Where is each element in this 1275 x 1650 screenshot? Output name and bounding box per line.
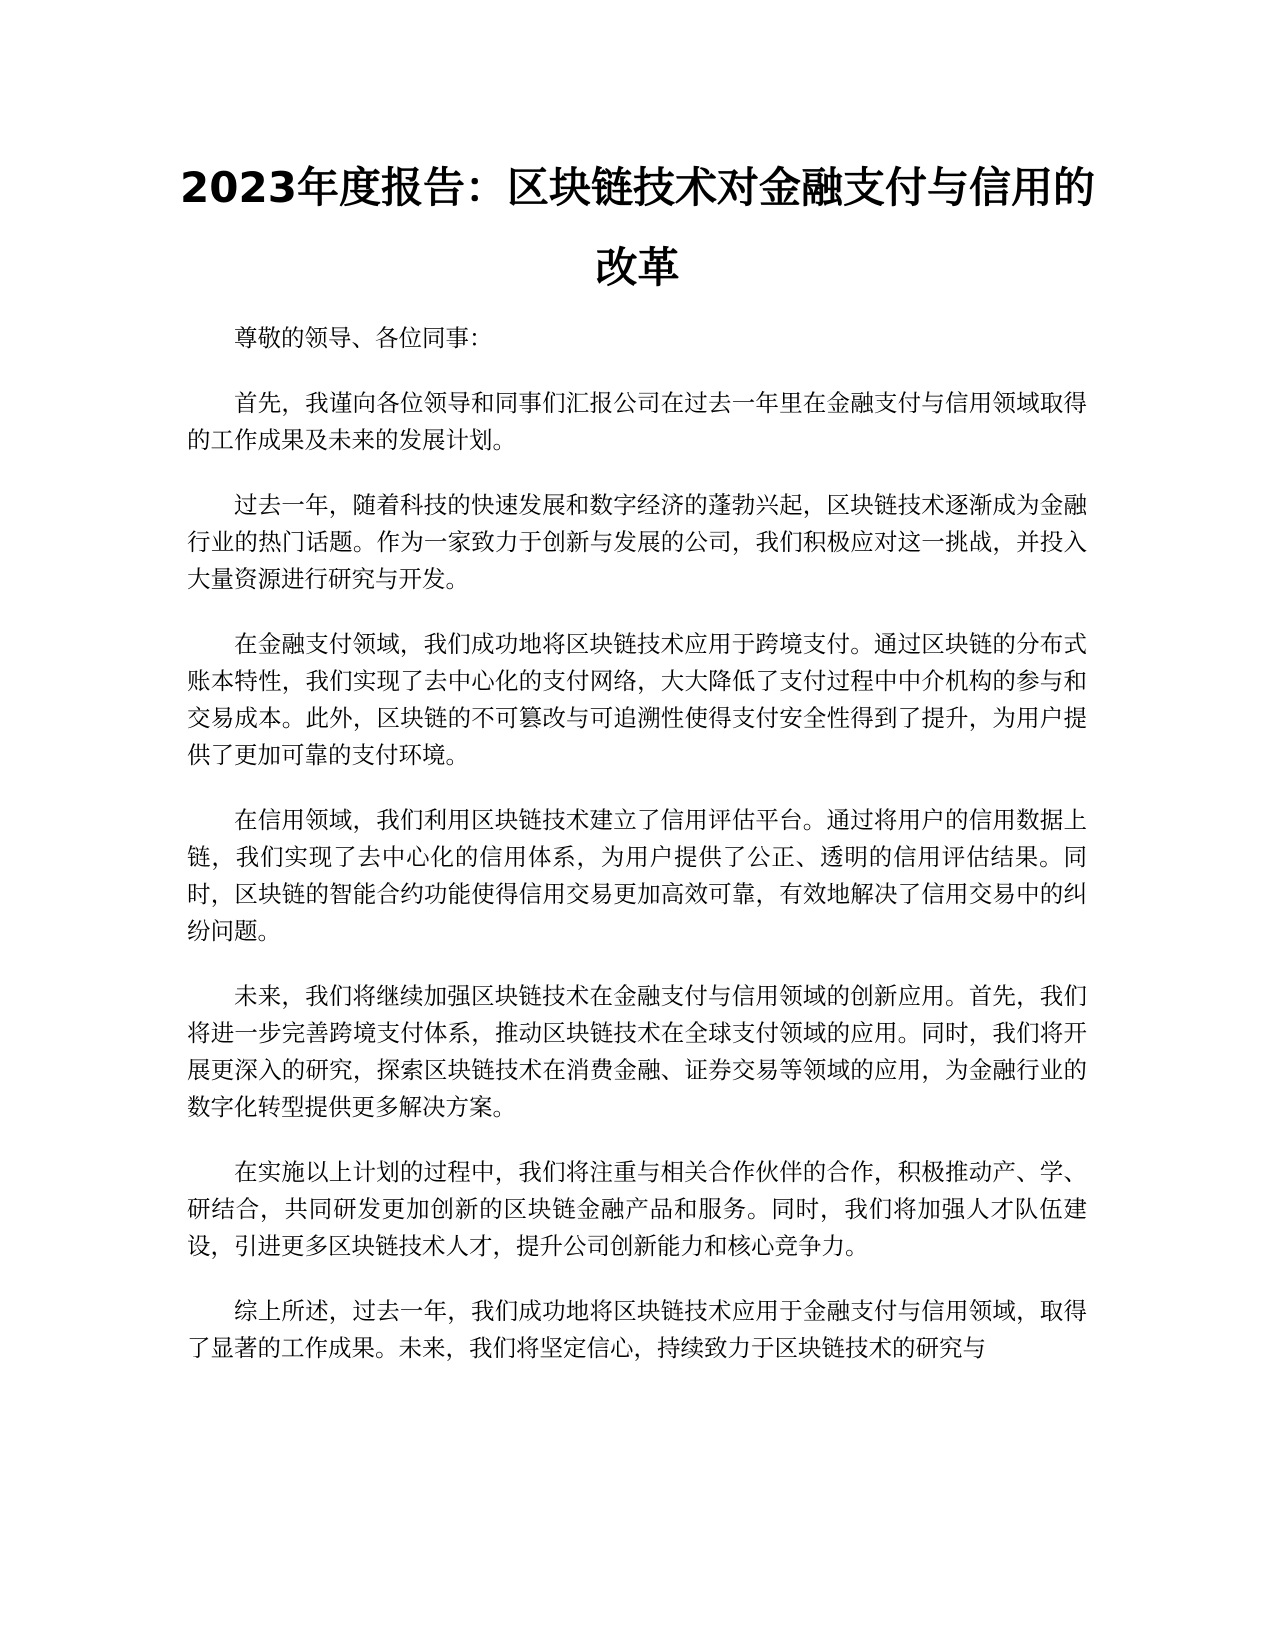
document-title: 2023年度报告：区块链技术对金融支付与信用的改革 bbox=[180, 163, 1095, 292]
paragraph: 未来，我们将继续加强区块链技术在金融支付与信用领域的创新应用。首先，我们将进一步完善跨境支付体系，推动区块链技术在全球支付领域的应用。同时，我们将开展更深入的研究，探索区块链技术在消费金融、证券交易等领域的应用，为金融行业的数字化转型提供更多解决方案。 bbox=[187, 982, 1087, 1121]
document-body bbox=[187, 320, 1087, 1395]
paragraph: 综上所述，过去一年，我们成功地将区块链技术应用于金融支付与信用领域，取得了显著的工作成果。未来，我们将坚定信心，持续致力于区块链技术的研究与 bbox=[187, 1297, 1087, 1362]
paragraph-salutation: 尊敬的领导、各位同事： bbox=[234, 324, 493, 352]
paragraph: 在实施以上计划的过程中，我们将注重与相关合作伙伴的合作，积极推动产、学、研结合，共同研发更加创新的区块链金融产品和服务。同时，我们将加强人才队伍建设，引进更多区块链技术人才，提升公司创新能力和核心竞争力。 bbox=[187, 1158, 1087, 1260]
paragraph: 在金融支付领域，我们成功地将区块链技术应用于跨境支付。通过区块链的分布式账本特性，我们实现了去中心化的支付网络，大大降低了支付过程中中介机构的参与和交易成本。此外，区块链的不可篡改与可追溯性使得支付安全性得到了提升，为用户提供了更加可靠的支付环境。 bbox=[187, 630, 1087, 769]
paragraph: 过去一年，随着科技的快速发展和数字经济的蓬勃兴起，区块链技术逐渐成为金融行业的热门话题。作为一家致力于创新与发展的公司，我们积极应对这一挑战，并投入大量资源进行研究与开发。 bbox=[187, 491, 1087, 593]
paragraph: 首先，我谨向各位领导和同事们汇报公司在过去一年里在金融支付与信用领域取得的工作成果及未来的发展计划。 bbox=[187, 389, 1087, 454]
paragraph: 在信用领域，我们利用区块链技术建立了信用评估平台。通过将用户的信用数据上链，我们实现了去中心化的信用体系，为用户提供了公正、透明的信用评估结果。同时，区块链的智能合约功能使得信用交易更加高效可靠，有效地解决了信用交易中的纠纷问题。 bbox=[187, 806, 1087, 945]
